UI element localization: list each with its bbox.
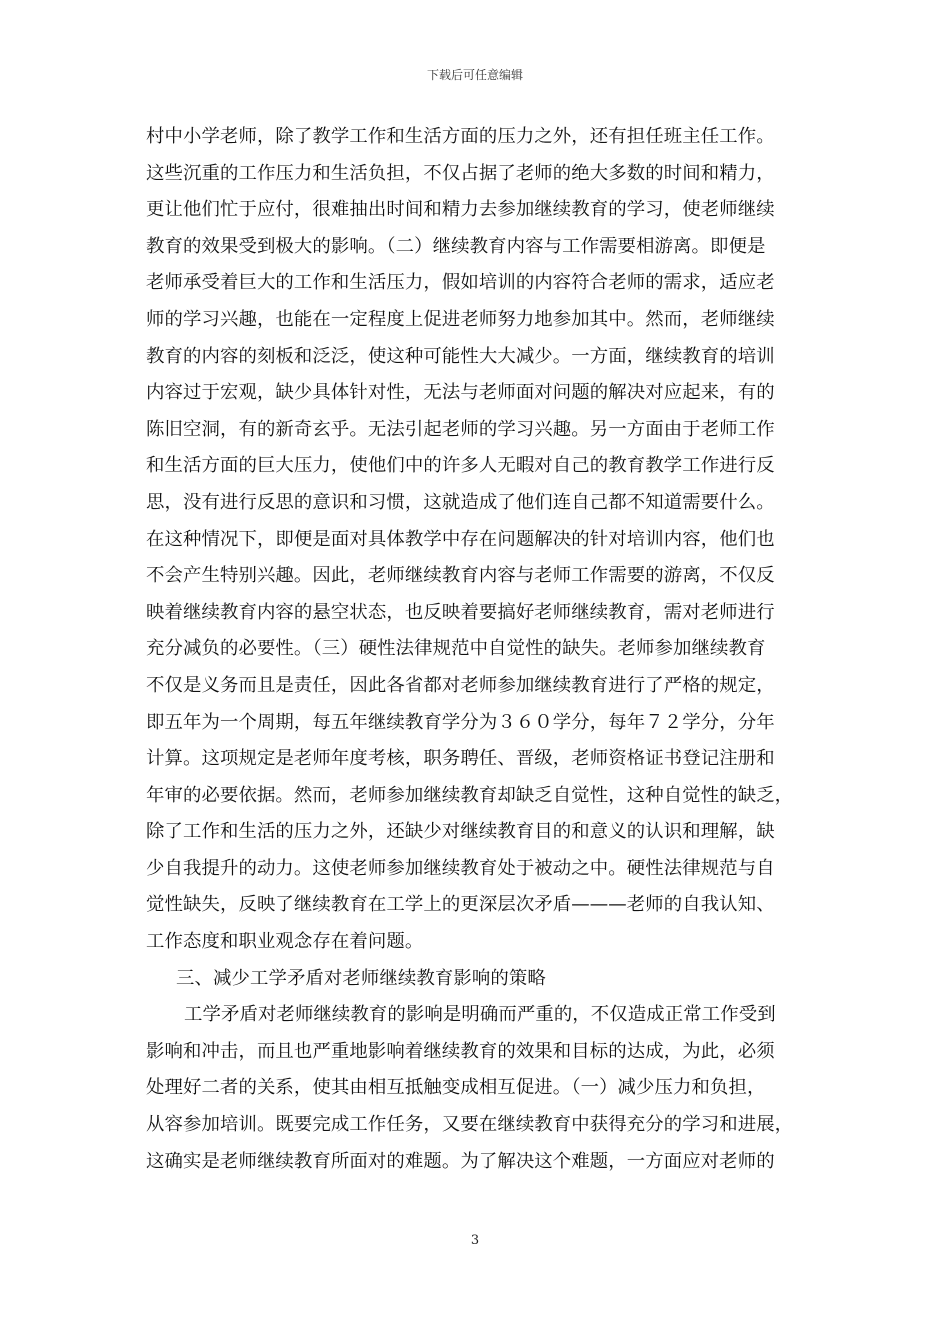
page-number: 3 bbox=[470, 1233, 480, 1248]
text-line: 村中小学老师，除了教学工作和生活方面的压力之外，还有担任班主任工作。 bbox=[146, 126, 775, 147]
text-line: 陈旧空洞，有的新奇玄乎。无法引起老师的学习兴趣。另一方面由于老师工作 bbox=[146, 418, 775, 440]
text-line: 老师承受着巨大的工作和生活压力，假如培训的内容符合老师的需求，适应老 bbox=[146, 272, 775, 294]
text-line: 在这种情况下，即便是面对具体教学中存在问题解决的针对培训内容，他们也 bbox=[146, 528, 775, 550]
text-line: 内容过于宏观，缺少具体针对性，无法与老师面对问题的解决对应起来，有的 bbox=[146, 382, 775, 404]
text-line: 这确实是老师继续教育所面对的难题。为了解决这个难题，一方面应对老师的 bbox=[146, 1150, 775, 1172]
text-line: 工作态度和职业观念存在着问题。 bbox=[146, 931, 424, 953]
text-line: 更让他们忙于应付，很难抽出时间和精力去参加继续教育的学习，使老师继续 bbox=[146, 199, 775, 221]
document-body bbox=[146, 119, 816, 1180]
text-line: 工学矛盾对老师继续教育的影响是明确而严重的，不仅造成正常工作受到 bbox=[184, 1004, 776, 1026]
text-line: 少自我提升的动力。这使老师参加继续教育处于被动之中。硬性法律规范与自 bbox=[146, 857, 775, 879]
text-line: 和生活方面的巨大压力，使他们中的许多人无暇对自己的教育教学工作进行反 bbox=[146, 455, 775, 477]
text-line: 映着继续教育内容的悬空状态，也反映着要搞好老师继续教育，需对老师进行 bbox=[146, 601, 775, 623]
text-line: 不会产生特别兴趣。因此，老师继续教育内容与老师工作需要的游离，不仅反 bbox=[146, 565, 775, 587]
text-line: 除了工作和生活的压力之外，还缺少对继续教育目的和意义的认识和理解，缺 bbox=[146, 821, 775, 843]
text-line: 从容参加培训。既要完成工作任务，又要在继续教育中获得充分的学习和进展， bbox=[146, 1114, 794, 1136]
text-line: 这些沉重的工作压力和生活负担，不仅占据了老师的绝大多数的时间和精力， bbox=[146, 162, 775, 184]
text-line: 充分减负的必要性。（三）硬性法律规范中自觉性的缺失。老师参加继续教育 bbox=[146, 638, 766, 660]
text-line: 计算。这项规定是老师年度考核，职务聘任、晋级，老师资格证书登记注册和 bbox=[146, 748, 775, 770]
text-line: 思，没有进行反思的意识和习惯，这就造成了他们连自己都不知道需要什么。 bbox=[146, 491, 775, 513]
text-line: 影响和冲击，而且也严重地影响着继续教育的效果和目标的达成，为此，必须 bbox=[146, 1040, 775, 1062]
text-line: 教育的效果受到极大的影响。（二）继续教育内容与工作需要相游离。即便是 bbox=[146, 235, 766, 257]
text-line: 教育的内容的刻板和泛泛，使这种可能性大大减少。一方面，继续教育的培训 bbox=[146, 345, 775, 367]
section-heading: 三、减少工学矛盾对老师继续教育影响的策略 bbox=[176, 967, 546, 989]
text-line: 即五年为一个周期，每五年继续教育学分为３６０学分，每年７２学分，分年 bbox=[146, 711, 775, 733]
text-line: 师的学习兴趣，也能在一定程度上促进老师努力地参加其中。然而，老师继续 bbox=[146, 308, 775, 330]
text-line: 不仅是义务而且是责任，因此各省都对老师参加继续教育进行了严格的规定， bbox=[146, 674, 775, 696]
text-line: 觉性缺失，反映了继续教育在工学上的更深层次矛盾———老师的自我认知、 bbox=[146, 894, 775, 916]
text-line: 年审的必要依据。然而，老师参加继续教育却缺乏自觉性，这种自觉性的缺乏， bbox=[146, 784, 794, 806]
text-line: 处理好二者的关系，使其由相互抵触变成相互促进。（一）减少压力和负担， bbox=[146, 1077, 766, 1099]
page-header: 下载后可任意编辑 bbox=[426, 68, 523, 82]
